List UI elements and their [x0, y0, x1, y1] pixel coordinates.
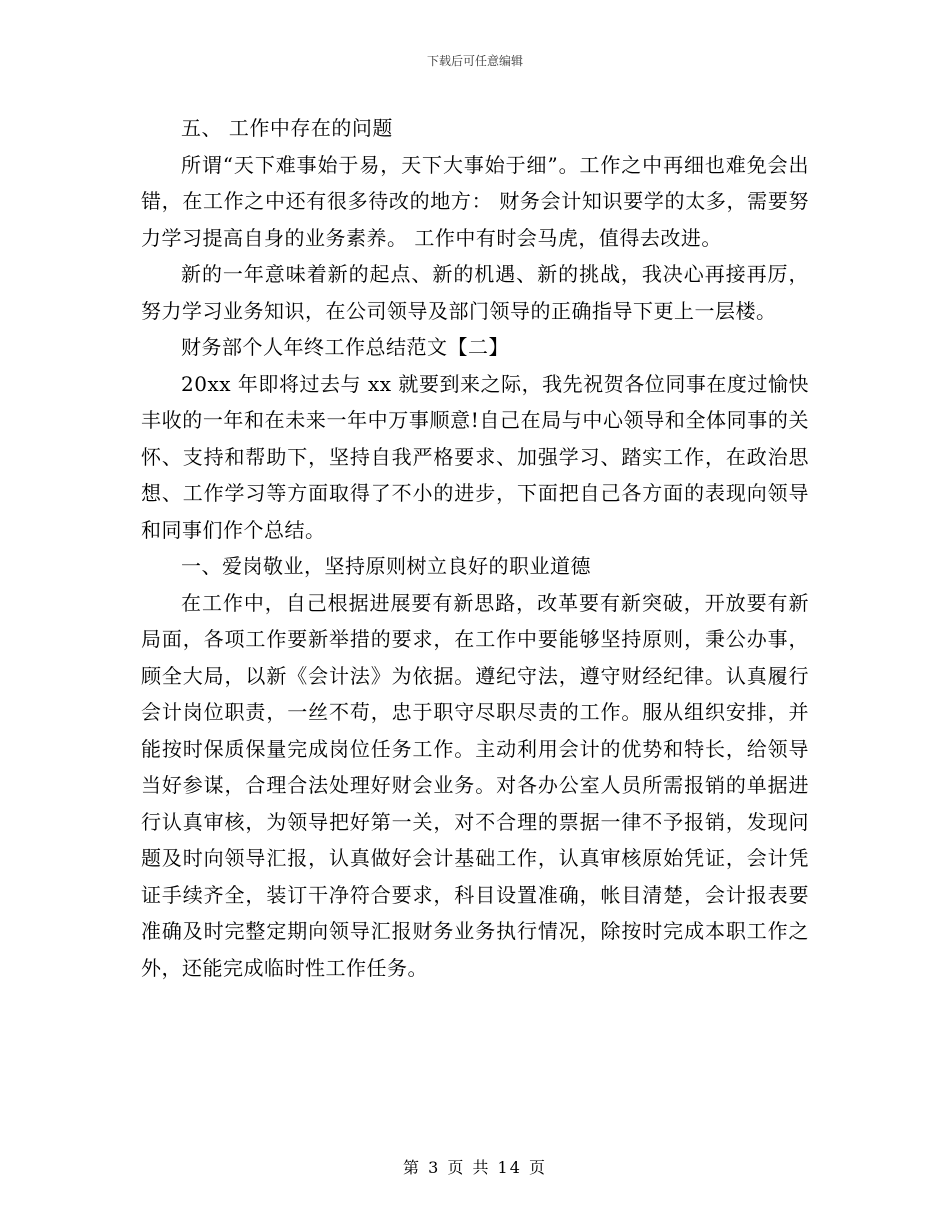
paragraph-intro: 20xx 年即将过去与 xx 就要到来之际，我先祝贺各位同事在度过愉快丰收的一年和在未来一年中万事顺意!自己在局与中心领导和全体同事的关怀、支持和帮助下，坚持自我严格要求、加强学习、踏实工作，在政治思想、工作学习等方面取得了不小的进步，下面把自己各方面的表现向领导和同事们作个总结。: [141, 371, 809, 542]
page-number: 第 3 页 共 14 页: [403, 1158, 547, 1177]
document-body: [141, 110, 809, 986]
paragraph-dedication: 在工作中，自己根据进展要有新思路，改革要有新突破，开放要有新局面，各项工作要新举措的要求，在工作中要能够坚持原则，秉公办事，顾全大局，以新《会计法》为依据。遵纪守法，遵守财经纪律。认真履行会计岗位职责，一丝不苟，忠于职守尽职尽责的工作。服从组织安排，并能按时保质保量完成岗位任务工作。主动利用会计的优势和特长，给领导当好参谋，合理合法处理好财会业务。对各办公室人员所需报销的单据进行认真审核，为领导把好第一关，对不合理的票据一律不予报销，发现问题及时向领导汇报，认真做好会计基础工作，认真审核原始凭证，会计凭证手续齐全，装订干净符合要求，科目设置准确，帐目清楚，会计报表要准确及时完整定期向领导汇报财务业务执行情况，除按时完成本职工作之外，还能完成临时性工作任务。: [141, 590, 809, 980]
paragraph-problems: 所谓“天下难事始于易，天下大事始于细”。工作之中再细也难免会出错，在工作之中还有很多待改的地方： 财务会计知识要学的太多，需要努力学习提高自身的业务素养。 工作中有时会马虎，值得去改进。: [141, 152, 809, 250]
section-heading-dedication: 一、爱岗敬业，坚持原则树立良好的职业道德: [181, 554, 591, 578]
paragraph-new-year: 新的一年意味着新的起点、新的机遇、新的挑战，我决心再接再厉，努力学习业务知识，在公司领导及部门领导的正确指导下更上一层楼。: [141, 262, 809, 323]
section-heading-problems: 五、 工作中存在的问题: [181, 116, 393, 140]
page-header: 下载后可任意编辑: [426, 54, 523, 68]
article-title-two: 财务部个人年终工作总结范文【二】: [181, 335, 509, 359]
